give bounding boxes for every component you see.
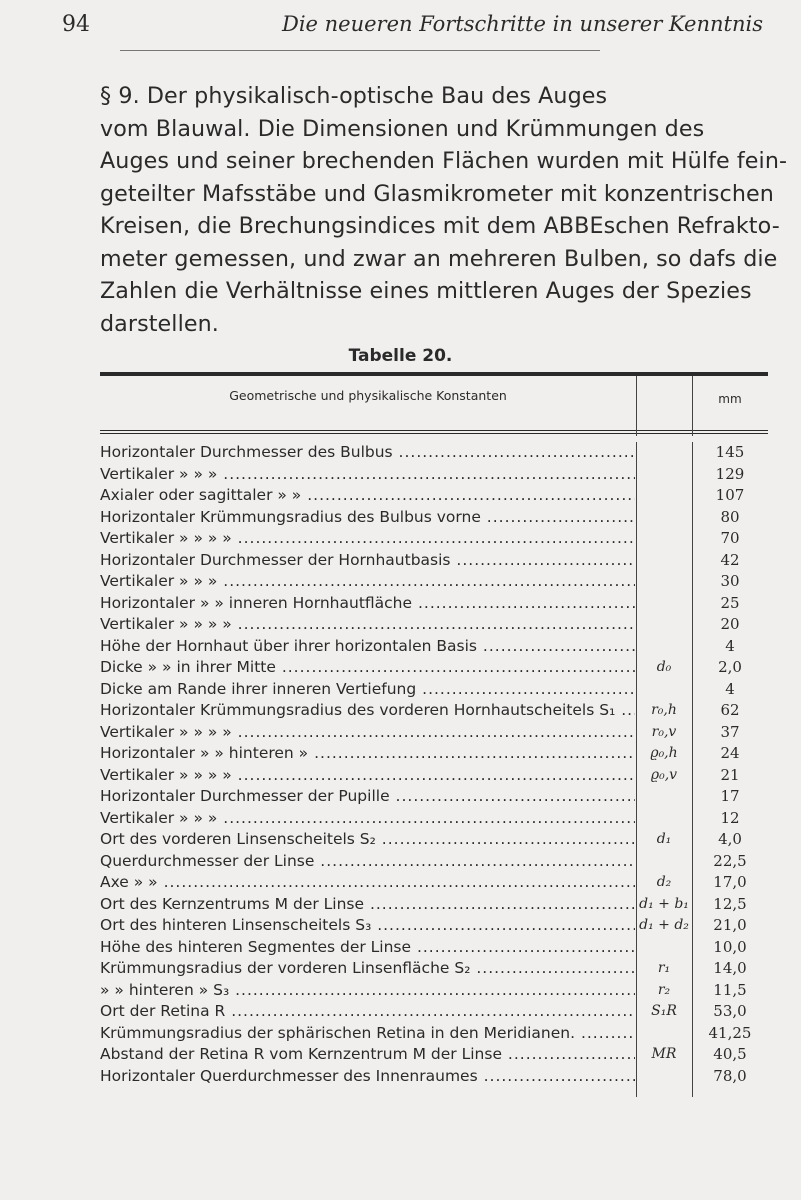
table-row <box>100 915 768 937</box>
row-value: 12,5 <box>713 894 747 913</box>
table-body <box>100 442 768 1087</box>
row-label: Krümmungsradius der vorderen Linsenfläche S₂ ..... <box>100 958 635 980</box>
row-label: Axe » » ..... <box>100 872 635 894</box>
table-row <box>100 464 768 486</box>
table-row <box>100 550 768 572</box>
table-row <box>100 679 768 701</box>
row-value: 12 <box>720 808 740 827</box>
paragraph-line: Auges und seiner brechenden Flächen wurden mit Hülfe fein- <box>100 148 788 174</box>
table-row <box>100 786 768 808</box>
row-symbol: d₁ <box>656 831 672 847</box>
paragraph-line: Kreisen, die Brechungsindices mit dem ABBEschen Refrakto- <box>100 213 780 239</box>
row-symbol: r₂ <box>657 981 671 998</box>
table-row <box>100 657 768 679</box>
row-value: 24 <box>720 744 740 762</box>
row-value: 10,0 <box>713 937 747 956</box>
row-label: Vertikaler » » » ..... <box>100 464 635 486</box>
row-symbol: r₁ <box>657 960 671 976</box>
body-paragraph <box>100 80 788 340</box>
row-value: 40,5 <box>713 1045 747 1063</box>
table-row <box>100 442 768 464</box>
paragraph-line: darstellen. <box>100 310 219 337</box>
row-value: 80 <box>720 507 740 526</box>
row-value: 17 <box>720 787 740 805</box>
row-label: Ort des vorderen Linsenscheitels S₂ ..... <box>100 829 635 851</box>
table-row <box>100 765 768 787</box>
row-label: » » hinteren » S₃ ..... <box>100 980 635 1002</box>
table-caption: Tabelle 20. <box>348 346 453 366</box>
row-value: 11,5 <box>713 980 747 999</box>
row-symbol: ϱ₀,v <box>650 766 678 783</box>
row-value: 4 <box>725 636 735 655</box>
paragraph-line: Zahlen die Verhältnisse eines mittleren Auges der Spezies <box>100 278 752 304</box>
row-symbol: MR <box>651 1046 677 1062</box>
table-row <box>100 1066 768 1088</box>
row-label: Vertikaler » » » » ..... <box>100 614 635 636</box>
row-symbol: d₀ <box>656 659 672 675</box>
row-label: Horizontaler Krümmungsradius des vorderen Hornhautscheitels S₁ ..... <box>100 700 635 722</box>
row-value: 37 <box>720 722 740 741</box>
row-label: Vertikaler » » » ..... <box>100 571 635 593</box>
table-row <box>100 722 768 744</box>
row-value: 4 <box>725 679 735 698</box>
row-label: Ort des hinteren Linsenscheitels S₃ ..... <box>100 915 635 937</box>
row-value: 53,0 <box>713 1002 747 1020</box>
table-header-row <box>100 376 768 428</box>
row-symbol: d₂ <box>656 874 672 890</box>
row-value: 20 <box>720 615 740 633</box>
row-label: Ort der Retina R ..... <box>100 1001 635 1023</box>
table-row <box>100 614 768 636</box>
row-label: Dicke » » in ihrer Mitte ..... <box>100 657 635 679</box>
row-value: 41,25 <box>708 1023 752 1042</box>
paragraph-line: vom Blauwal. Die Dimensionen und Krümmungen des <box>100 115 705 142</box>
table-header-rule <box>100 430 768 431</box>
table-row <box>100 808 768 830</box>
row-label: Horizontaler Krümmungsradius des Bulbus vorne ..... <box>100 507 635 529</box>
table-row <box>100 829 768 851</box>
table-row <box>100 528 768 550</box>
row-label: Dicke am Rande ihrer inneren Vertiefung ..... <box>100 679 635 701</box>
table-row <box>100 636 768 658</box>
row-label: Horizontaler » » inneren Hornhautfläche ..... <box>100 593 635 615</box>
row-value: 70 <box>720 529 740 547</box>
row-label: Vertikaler » » » ..... <box>100 808 635 830</box>
row-value: 30 <box>720 572 740 590</box>
table-row <box>100 1001 768 1023</box>
row-label: Vertikaler » » » » ..... <box>100 528 635 550</box>
row-label: Horizontaler Durchmesser der Hornhautbasis ..... <box>100 550 635 572</box>
row-value: 25 <box>720 593 740 612</box>
table-row <box>100 851 768 873</box>
row-label: Vertikaler » » » » ..... <box>100 765 635 787</box>
table-row <box>100 485 768 507</box>
row-value: 14,0 <box>713 959 747 977</box>
row-value: 145 <box>715 443 745 461</box>
row-symbol: r₀,h <box>651 702 677 718</box>
table-row <box>100 700 768 722</box>
table-row <box>100 743 768 765</box>
table-row <box>100 507 768 529</box>
table-header-label: Geometrische und physikalische Konstanten <box>229 388 507 403</box>
row-label: Abstand der Retina R vom Kernzentrum M der Linse ..... <box>100 1044 635 1066</box>
row-label: Querdurchmesser der Linse ..... <box>100 851 635 873</box>
row-label: Horizontaler Durchmesser der Pupille ..... <box>100 786 635 808</box>
row-label: Höhe der Hornhaut über ihrer horizontalen Basis ..... <box>100 636 635 658</box>
row-label: Krümmungsradius der sphärischen Retina in den Meridianen. ..... <box>100 1023 635 1045</box>
table-row <box>100 937 768 959</box>
column-divider <box>692 376 693 436</box>
row-symbol: S₁R <box>651 1003 677 1019</box>
row-label: Ort des Kernzentrums M der Linse ..... <box>100 894 635 916</box>
row-label: Horizontaler Querdurchmesser des Innenraumes ..... <box>100 1066 635 1088</box>
table-row <box>100 894 768 916</box>
row-symbol: d₁ + b₁ <box>639 895 689 912</box>
row-label: Axialer oder sagittaler » » ..... <box>100 485 635 507</box>
paragraph-line: meter gemessen, und zwar an mehreren Bulben, so dafs die <box>100 245 778 272</box>
page-number: 94 <box>62 12 90 37</box>
table-row <box>100 872 768 894</box>
table-row <box>100 593 768 615</box>
row-value: 17,0 <box>713 873 747 891</box>
row-label: Horizontaler » » hinteren » ..... <box>100 743 635 765</box>
constants-table <box>100 372 768 1085</box>
paragraph-line: geteilter Mafsstäbe und Glasmikrometer mit konzentrischen <box>100 180 774 207</box>
row-label: Vertikaler » » » » ..... <box>100 722 635 744</box>
row-value: 22,5 <box>713 851 747 870</box>
row-value: 21 <box>720 765 740 784</box>
row-value: 78,0 <box>713 1066 747 1085</box>
row-label: Horizontaler Durchmesser des Bulbus ..... <box>100 442 635 464</box>
row-symbol: r₀,v <box>651 723 677 740</box>
row-value: 62 <box>720 701 740 719</box>
table-header-rule-2 <box>100 433 768 434</box>
table-row <box>100 958 768 980</box>
running-title: Die neueren Fortschritte in unserer Kenntnis <box>282 12 763 36</box>
row-value: 42 <box>720 550 740 569</box>
row-value: 129 <box>715 464 745 483</box>
table-row <box>100 980 768 1002</box>
table-header-unit: mm <box>718 392 742 406</box>
paragraph-line: § 9. Der physikalisch-optische Bau des Auges <box>100 83 608 109</box>
row-value: 21,0 <box>713 916 747 934</box>
table-row <box>100 1023 768 1045</box>
row-symbol: d₁ + d₂ <box>639 917 689 933</box>
table-row <box>100 571 768 593</box>
page-header <box>62 4 761 44</box>
table-row <box>100 1044 768 1066</box>
row-value: 107 <box>715 486 745 504</box>
row-symbol: ϱ₀,h <box>650 745 678 761</box>
column-divider <box>636 376 637 436</box>
row-label: Höhe des hinteren Segmentes der Linse ..... <box>100 937 635 959</box>
row-value: 2,0 <box>718 658 742 676</box>
header-rule <box>120 50 600 51</box>
row-value: 4,0 <box>718 830 742 848</box>
